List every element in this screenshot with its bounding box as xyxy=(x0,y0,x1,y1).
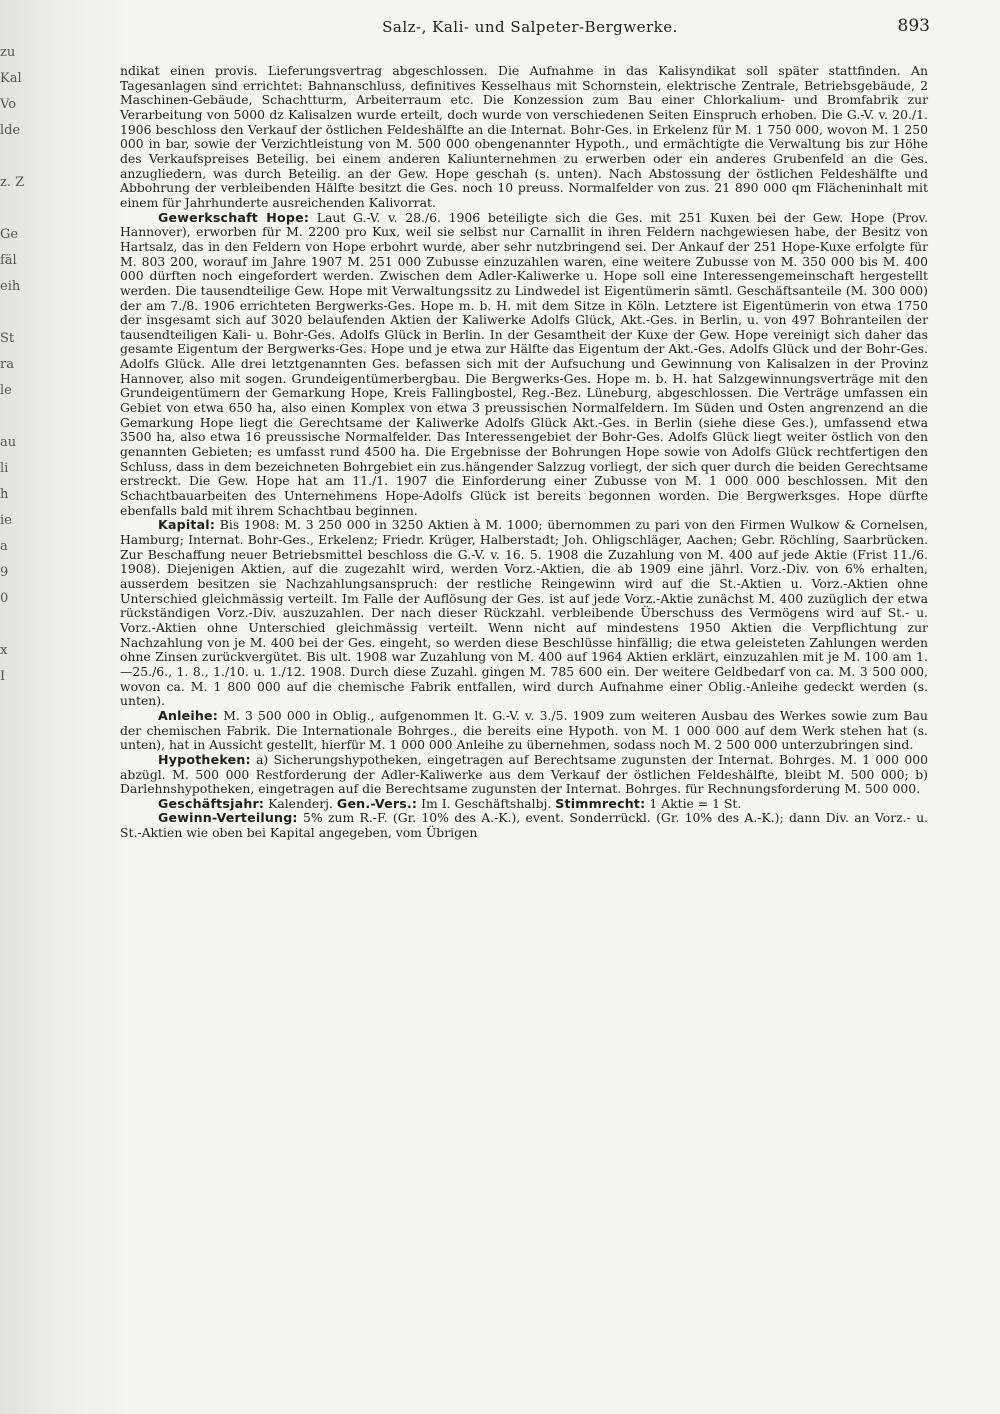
margin-fragment: a xyxy=(0,539,8,554)
page-number: 893 xyxy=(897,16,930,36)
paragraph-kapital xyxy=(120,518,928,709)
general-meeting-heading: Gen.-Vers.: xyxy=(336,795,418,811)
left-margin-fragments xyxy=(0,40,42,684)
margin-fragment: eih xyxy=(0,279,21,294)
section-heading: Anleihe: xyxy=(158,707,219,723)
margin-fragment: z. Z xyxy=(0,175,25,190)
paragraph-profit-distribution xyxy=(120,811,928,840)
margin-fragment: li xyxy=(0,461,9,476)
margin-fragment xyxy=(0,404,42,430)
running-title: Salz-, Kali- und Salpeter-Bergwerke. xyxy=(382,18,678,36)
margin-fragment: 9 xyxy=(0,565,9,580)
margin-fragment: le xyxy=(0,383,12,398)
paragraph-gewerkschaft-hope xyxy=(120,211,928,519)
margin-fragment: ie xyxy=(0,513,12,528)
general-meeting-text: Im I. Geschäftshalbj. xyxy=(417,795,556,811)
paragraph-fiscal-info xyxy=(120,797,928,812)
margin-fragment: 0 xyxy=(0,591,9,606)
margin-fragment: I xyxy=(0,669,6,684)
margin-fragment: ra xyxy=(0,357,14,372)
section-heading: Gewerkschaft Hope: xyxy=(158,209,310,225)
section-heading: Gewinn-Verteilung: xyxy=(158,810,298,826)
page-header xyxy=(120,18,940,44)
margin-fragment: fäl xyxy=(0,253,17,268)
margin-fragment: Ge xyxy=(0,227,19,242)
margin-fragment: Vo xyxy=(0,97,17,112)
margin-fragment: lde xyxy=(0,123,21,138)
margin-fragment: x xyxy=(0,643,8,658)
margin-fragment: h xyxy=(0,487,9,502)
margin-fragment: au xyxy=(0,435,17,450)
paragraph-text: Bis 1908: M. 3 250 000 in 3250 Aktien à M. 1000; übernommen zu pari von den Firmen Wulkow & Cornelsen, Hamburg; Internat. Bohr-Ges., Erkelenz; Friedr. Krüger, Halberstadt; Joh. Ohligschläger, Aachen; Gebr. Röchling, Saarbrücken. Zur Beschaffung neuer Betriebsmittel beschloss die G.-V. v. 16. 5. 1908 die Zuzahlung von M. 400 auf jede Aktie (Frist 11./6. 1908). Diejenigen Aktien, auf die zugezahlt wird, werden Vorz.-Aktien, die ab 1909 eine jährl. Vorz.-Div. von 6% erhalten, ausserdem besitzen sie Nachzahlungsanspruch: der restliche Reingewinn wird auf die St.-Aktien u. Vorz.-Aktien ohne Unterschied gleichmässig verteilt. Im Falle der Auflösung der Ges. ist auf jede Vorz.-Aktie zunächst M. 400 zuzüglich der etwa rückständigen Vorz.-Div. auszuzahlen. Der nach dieser Rückzahl. verbleibende Überschuss des Vermögens wird auf St.- u. Vorz.-Aktien ohne Unterschied gleichmässig verteilt. Wenn nicht auf mindestens 1950 Aktien die Verpflichtung zur Nachzahlung von je M. 400 bei der Ges. eingeht, so werden diese Beschlüsse hinfällig; die etwa geleisteten Zahlungen werden ohne Zinsen zurückvergütet. Bis ult. 1908 war Zuzahlung von M. 400 auf 1964 Aktien erklärt, einzuzahlen mit je M. 100 am 1.—25./6., 1. 8., 1./10. u. 1./12. 1908. Durch diese Zuzahl. gingen M. 785 600 ein. Der weitere Geldbedarf von ca. M. 3 500 000, wovon ca. M. 1 800 000 auf die chemische Fabrik entfallen, wird durch Aufnahme einer Oblig.-Anleihe gedeckt werden (s. unten). xyxy=(120,517,928,709)
margin-fragment: St xyxy=(0,331,15,346)
paragraph-intro xyxy=(120,64,928,211)
paragraph-text: a) Sicherungshypotheken, eingetragen auf Berechtsame zugunsten der Internat. Bohrges. M. 1 000 000 abzügl. M. 500 000 Restforderung der Adler-Kaliwerke aus dem Verkauf der östlichen Feldeshälfte, bleibt M. 500 000; b) Darlehnshypotheken, eingetragen auf die Berechtsame zugunsten der Internat. Bohrges. für Rechnungsforderung M. 500 000. xyxy=(120,751,928,797)
margin-fragment: Kal xyxy=(0,71,22,86)
section-heading: Kapital: xyxy=(158,517,216,533)
margin-fragment xyxy=(0,612,42,638)
section-heading: Hypotheken: xyxy=(158,751,251,767)
document-body xyxy=(120,64,928,841)
voting-right-heading: Stimmrecht: xyxy=(555,795,646,811)
margin-fragment xyxy=(0,144,42,170)
margin-fragment xyxy=(0,300,42,326)
fiscal-year-heading: Geschäftsjahr: xyxy=(158,795,265,811)
margin-fragment: zu xyxy=(0,45,16,60)
paragraph-text: ndikat einen provis. Lieferungsvertrag abgeschlossen. Die Aufnahme in das Kalisyndikat soll später stattfinden. An Tagesanlagen sind errichtet: Bahnanschluss, definitives Kesselhaus mit Schornstein, elektrische Zentrale, Betriebsgebäude, 2 Maschinen-Gebäude, Schachtturm, Arbeiterraum etc. Die Konzession zum Bau einer Chlorkalium- und Bromfabrik zur Verarbeitung von 5000 dz Kalisalzen wurde erteilt, doch wurde von verschiedenen Seiten Einspruch erhoben. Die G.-V. v. 20./1. 1906 beschloss den Verkauf der östlichen Feldeshälfte an die Internat. Bohr-Ges. in Erkelenz für M. 1 750 000, wovon M. 1 250 000 in bar, sowie der Verzichtleistung von M. 500 000 obengenannter Hypoth., und ermächtigte die Verwaltung bis zur Höhe des Verkaufspreises Beteilig. bei einem anderen Kaliunternehmen zu erwerben oder ein anderes Grubenfeld an die Ges. anzugliedern, was durch Beteilig. an der Gew. Hope geschah (s. unten). Nach Abstossung der östlichen Feldeshälfte und Abbohrung der verbleibenden Hälfte besitzt die Ges. noch 10 preuss. Normalfelder von zus. 21 890 000 qm Flächeninhalt mit einem für Jahrhunderte ausreichenden Kalivorrat. xyxy=(120,63,928,210)
fiscal-year-text: Kalenderj. xyxy=(264,795,337,811)
paragraph-text: Laut G.-V. v. 28./6. 1906 beteiligte sich die Ges. mit 251 Kuxen bei der Gew. Hope (Prov. Hannover), erworben für M. 2200 pro Kux, weil sie selbst nur Carnallit in ihren Feldern nachgewiesen habe, der Besitz von Hartsalz, das in den Feldern von Hope erbohrt wurde, aber sehr nutzbringend sei. Der Ankauf der 251 Hope-Kuxe erfolgte für M. 803 200, worauf im Jahre 1907 M. 251 000 Zubusse einzuzahlen waren, eine weitere Zubusse von M. 350 000 bis M. 400 000 dürften noch eingefordert werden. Zwischen dem Adler-Kaliwerke u. Hope soll eine Interessengemeinschaft hergestellt werden. Die tausendteilige Gew. Hope mit Verwaltungssitz zu Lindwedel ist Eigentümerin sämtl. Geschäftsanteile (M. 300 000) der am 7./8. 1906 errichteten Bergwerks-Ges. Hope m. b. H. mit dem Sitze in Köln. Letztere ist Eigentümerin von etwa 1750 der insgesamt sich auf 3020 belaufenden Aktien der Kaliwerke Adolfs Glück, Akt.-Ges. in Berlin, u. von 497 Bohranteilen der tausendteiligen Kali- u. Bohr-Ges. Adolfs Glück in Berlin. In der Gesamtheit der Kuxe der Gew. Hope vereinigt sich daher das gesamte Eigentum der Bergwerks-Ges. Hope und je etwa zur Hälfte das Eigentum der Akt.-Ges. Adolfs Glück und der Bohr-Ges. Adolfs Glück. Alle drei letztgenannten Ges. befassen sich mit der Aufsuchung und Gewinnung von Kalisalzen in der Provinz Hannover, also mit sogen. Grundeigentümerbergbau. Die Bergwerks-Ges. Hope m. b. H. hat Salzgewinnungsverträge mit den Grundeigentümern der Gemarkung Hope, Kreis Fallingbostel, Reg.-Bez. Lüneburg, abgeschlossen. Die Verträge umfassen ein Gebiet von etwa 650 ha, also einen Komplex von etwa 3 preussischen Normalfeldern. Im Süden und Osten angrenzend an die Gemarkung Hope liegt die Gerechtsame der Kaliwerke Adolfs Glück Akt.-Ges. in Berlin (siehe diese Ges.), umfassend etwa 3500 ha, also etwa 16 preussische Normalfelder. Das Interessengebiet der Bohr-Ges. Adolfs Glück liegt weiter östlich von den genannten Gebieten; es umfasst rund 4500 ha. Die Ergebnisse der Bohrungen Hope sowie von Adolfs Glück rechtfertigen den Schluss, dass in dem bezeichneten Bohrgebiet ein zus.hängender Salzzug vorliegt, der sich quer durch die beiden Gerechtsame erstreckt. Die Gew. Hope hat am 11./1. 1907 die Einforderung einer Zubusse von M. 1 000 000 beschlossen. Mit den Schachtbauarbeiten des Unternehmens Hope-Adolfs Glück ist bereits begonnen worden. Die Bergwerksges. Hope dürfte ebenfalls bald mit ihrem Schachtbau beginnen. xyxy=(120,209,928,518)
paragraph-text: M. 3 500 000 in Oblig., aufgenommen lt. G.-V. v. 3./5. 1909 zum weiteren Ausbau des Werkes sowie zum Bau der chemischen Fabrik. Die Internationale Bohrges., die bereits eine Hypoth. von M. 1 000 000 auf dem Werk stehen hat (s. unten), hat in Aussicht gestellt, hierfür M. 1 000 000 Anleihe zu übernehmen, sodass noch M. 2 500 000 unterzubringen sind. xyxy=(120,707,928,753)
paragraph-hypotheken xyxy=(120,753,928,797)
margin-fragment xyxy=(0,196,42,222)
paragraph-anleihe xyxy=(120,709,928,753)
voting-right-text: 1 Aktie = 1 St. xyxy=(645,795,742,811)
paragraph-text: 5% zum R.-F. (Gr. 10% des A.-K.), event. Sonderrückl. (Gr. 10% des A.-K.); dann Div. an Vorz.- u. St.-Aktien wie oben bei Kapital angegeben, vom Übrigen xyxy=(120,810,928,841)
